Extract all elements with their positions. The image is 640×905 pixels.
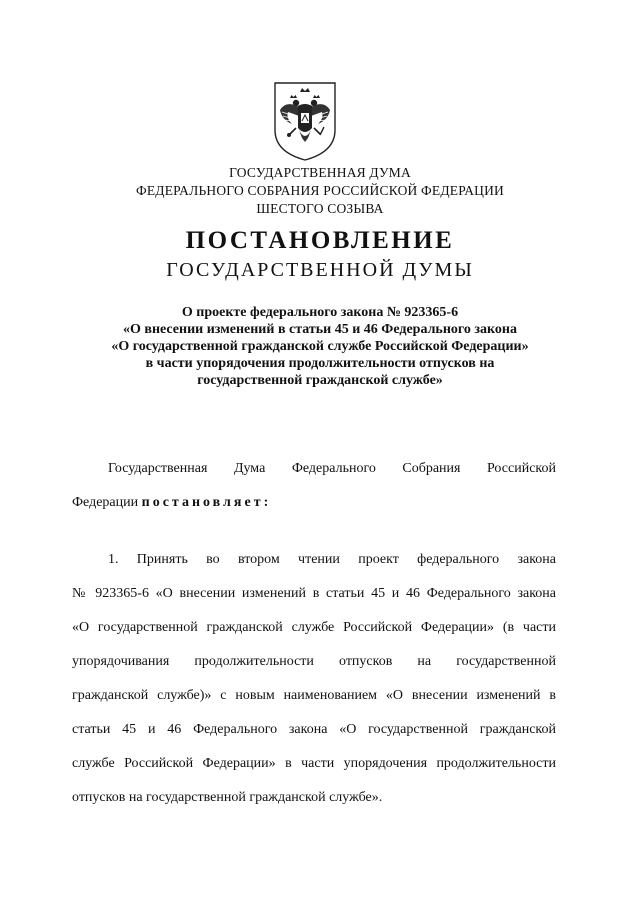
- clause-line: № 923365-6 «О внесении изменений в статьи 45 и 46 Федерального закона: [72, 586, 556, 601]
- clause-line: упорядочивания продолжительности отпусков на государственной: [72, 654, 556, 669]
- clause-line: 1. Принять во втором чтении проект федерального закона: [108, 552, 556, 567]
- bill-title-line: «О внесении изменений в статьи 45 и 46 Федерального закона: [123, 322, 517, 337]
- clause-line: отпусков на государственной гражданской службе».: [72, 790, 383, 805]
- preamble-paragraph: [72, 452, 556, 520]
- bill-title: [0, 304, 640, 389]
- clause-line: службе Российской Федерации» в части упорядочения продолжительности: [72, 756, 556, 771]
- document-title: ПОСТАНОВЛЕНИЕ: [185, 227, 455, 254]
- coat-of-arms-icon: [272, 80, 338, 162]
- preamble-text: Федерации: [72, 495, 142, 510]
- bill-title-line: в части упорядочения продолжительности отпусков на: [145, 356, 495, 371]
- header-line-assembly: ФЕДЕРАЛЬНОГО СОБРАНИЯ РОССИЙСКОЙ ФЕДЕРАЦИИ: [136, 183, 504, 198]
- bill-title-line: О проекте федерального закона № 923365-6: [181, 305, 459, 320]
- resolves-keyword: постановляет:: [141, 495, 272, 510]
- clause-line: гражданской службе)» с новым наименованием «О внесении изменений в: [72, 688, 556, 703]
- clause-line: «О государственной гражданской службе Российской Федерации» (в части: [72, 620, 556, 635]
- bill-title-line: «О государственной гражданской службе Российской Федерации»: [111, 339, 529, 354]
- header-line-convocation: ШЕСТОГО СОЗЫВА: [256, 201, 384, 216]
- preamble-line: [72, 486, 556, 520]
- clause-line: статьи 45 и 46 Федерального закона «О государственной гражданской: [72, 722, 556, 737]
- document-subtitle: ГОСУДАРСТВЕННОЙ ДУМЫ: [166, 259, 474, 281]
- clause-1-paragraph: [72, 543, 556, 815]
- bill-title-line: государственной гражданской службе»: [197, 373, 443, 388]
- preamble-line: Государственная Дума Федерального Собрания Российской: [108, 461, 556, 476]
- header-line-duma: ГОСУДАРСТВЕННАЯ ДУМА: [229, 165, 411, 180]
